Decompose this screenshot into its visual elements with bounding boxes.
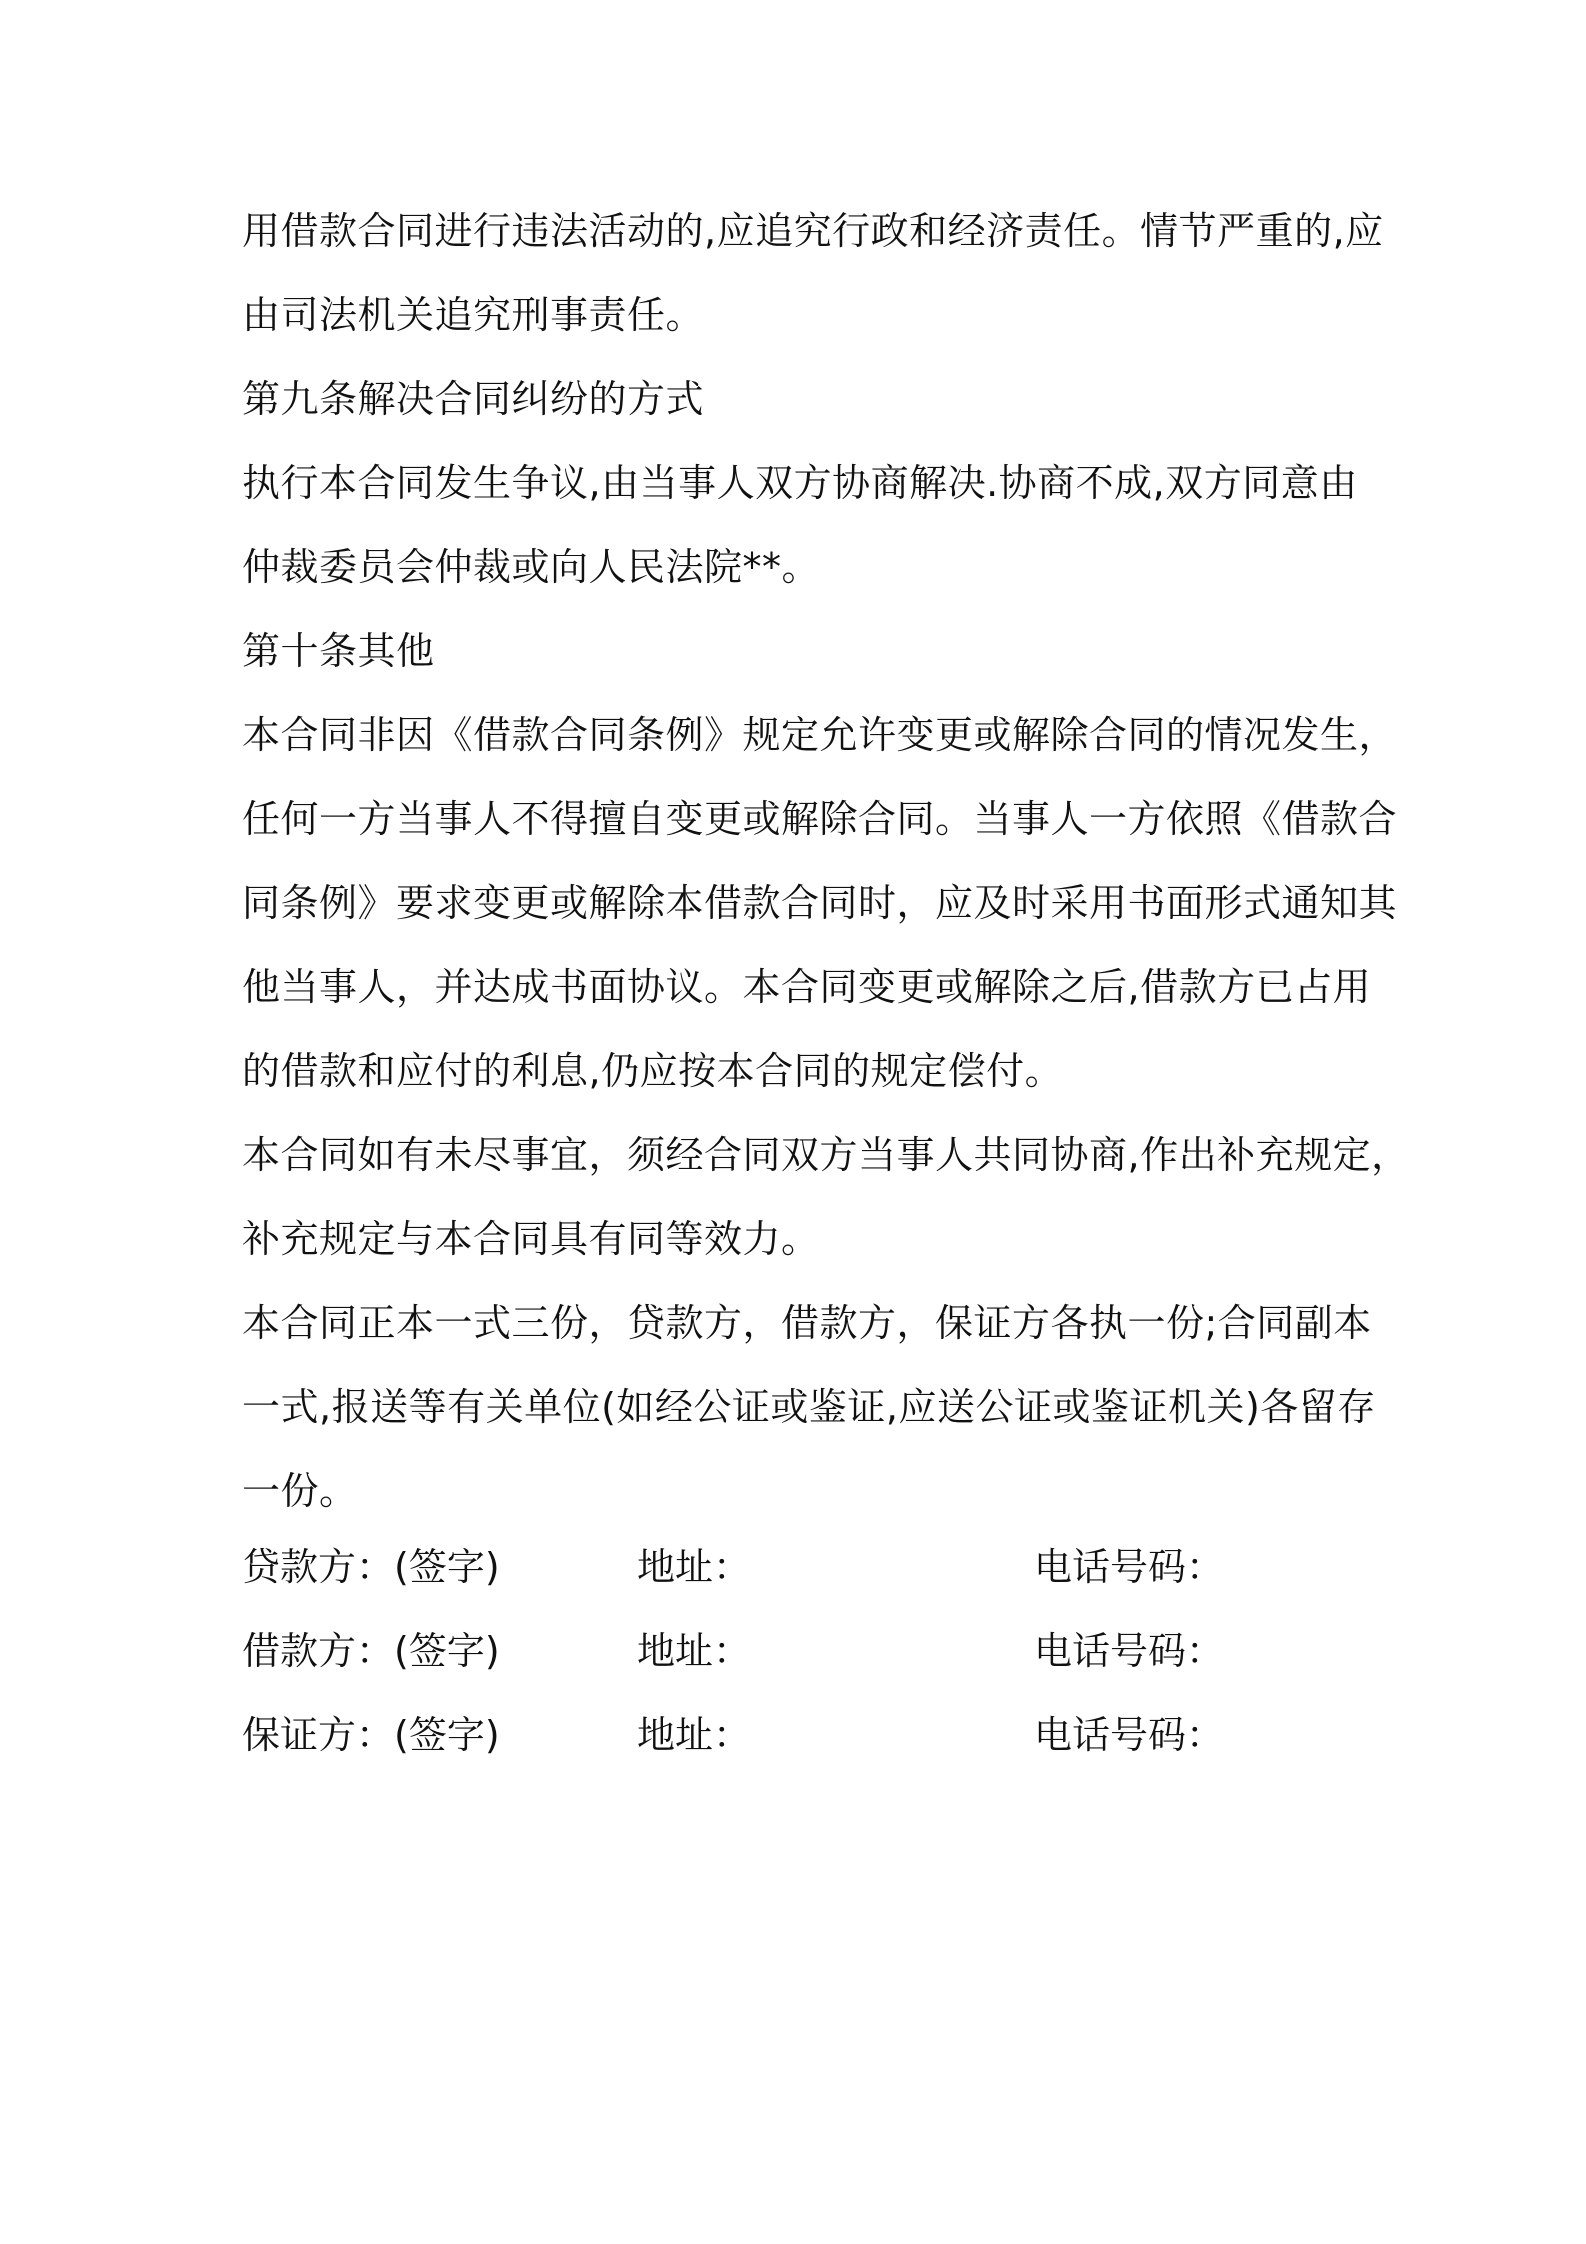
body-line: 任何一方当事人不得擅自变更或解除合同。当事人一方依照《借款合 xyxy=(242,797,1398,841)
body-line: 执行本合同发生争议,由当事人双方协商解决.协商不成,双方同意由 xyxy=(242,461,1358,505)
body-line: 一份。 xyxy=(242,1469,358,1513)
signature-party-label: 借款方：(签字) xyxy=(242,1629,500,1673)
body-line: 仲裁委员会仲裁或向人民法院**。 xyxy=(242,545,821,589)
body-line: 本合同正本一式三份，贷款方，借款方，保证方各执一份;合同副本 xyxy=(242,1301,1372,1345)
signature-row-borrower xyxy=(242,1628,1372,1674)
body-line: 本合同非因《借款合同条例》规定允许变更或解除合同的情况发生， xyxy=(242,713,1398,757)
signature-phone-label: 电话号码： xyxy=(1034,1545,1225,1589)
body-line: 本合同如有未尽事宜，须经合同双方当事人共同协商,作出补充规定， xyxy=(242,1133,1410,1177)
body-line: 同条例》要求变更或解除本借款合同时，应及时采用书面形式通知其 xyxy=(242,881,1398,925)
body-line: 的借款和应付的利息,仍应按本合同的规定偿付。 xyxy=(242,1049,1064,1093)
signature-address-label: 地址： xyxy=(637,1629,752,1673)
body-line: 他当事人，并达成书面协议。本合同变更或解除之后,借款方已占用 xyxy=(242,965,1372,1009)
signature-phone-label: 电话号码： xyxy=(1034,1629,1225,1673)
body-line: 补充规定与本合同具有同等效力。 xyxy=(242,1217,820,1261)
article-heading: 第九条解决合同纠纷的方式 xyxy=(242,377,705,421)
signature-row-lender xyxy=(242,1544,1372,1590)
signature-party-label: 贷款方：(签字) xyxy=(242,1545,500,1589)
body-line: 用借款合同进行违法活动的,应追究行政和经济责任。情节严重的,应 xyxy=(242,209,1384,253)
article-heading: 第十条其他 xyxy=(242,629,435,673)
signature-party-label: 保证方：(签字) xyxy=(242,1713,500,1757)
signature-row-guarantor xyxy=(242,1712,1372,1758)
body-line: 一式,报送等有关单位(如经公证或鉴证,应送公证或鉴证机关)各留存 xyxy=(242,1385,1376,1429)
signature-address-label: 地址： xyxy=(637,1545,752,1589)
signature-address-label: 地址： xyxy=(637,1713,752,1757)
signature-phone-label: 电话号码： xyxy=(1034,1713,1225,1757)
body-line: 由司法机关追究刑事责任。 xyxy=(242,293,705,337)
